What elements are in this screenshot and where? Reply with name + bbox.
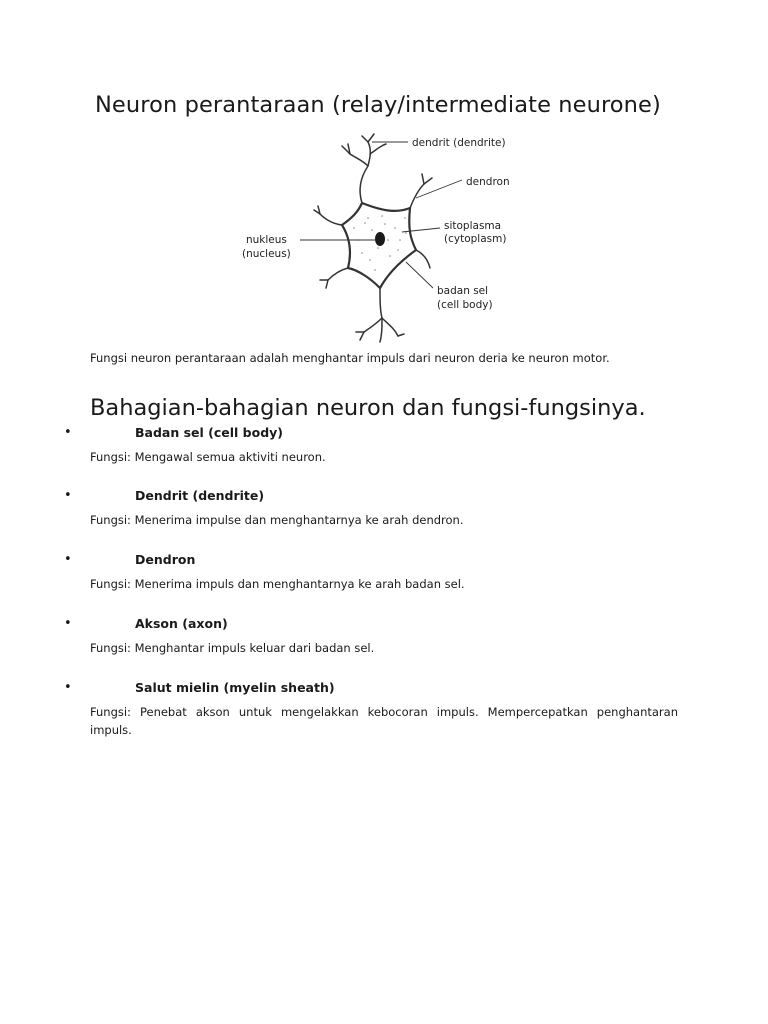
bullet: • — [64, 552, 72, 567]
bullet: • — [64, 680, 72, 695]
part-function: Fungsi: Penebat akson untuk mengelakkan kebocoran impuls. Mempercepatkan penghantaran impuls. — [90, 705, 678, 737]
label-sitoplasma: sitoplasma — [444, 220, 502, 232]
part-name: Badan sel (cell body) — [135, 425, 284, 440]
bullet: • — [64, 616, 72, 631]
part-function: Fungsi: Menerima impulse dan menghantarnya ke arah dendron. — [90, 513, 464, 527]
part-name: Dendron — [135, 552, 196, 567]
part-name: Dendrit (dendrite) — [135, 488, 265, 503]
nucleus — [375, 232, 385, 246]
label-dendrit: dendrit (dendrite) — [412, 137, 506, 149]
label-nukleus: nukleus — [246, 234, 287, 246]
label-nucleus: (nucleus) — [242, 248, 291, 260]
neuron-diagram — [230, 128, 540, 346]
page-title: Neuron perantaraan (relay/intermediate neurone) — [95, 92, 661, 118]
part-name: Akson (axon) — [135, 616, 228, 631]
part-function: Fungsi: Mengawal semua aktiviti neuron. — [90, 450, 326, 464]
label-cytoplasm: (cytoplasm) — [444, 233, 507, 245]
bullet: • — [64, 488, 72, 503]
part-name: Salut mielin (myelin sheath) — [135, 680, 335, 695]
part-function: Fungsi: Menerima impuls dan menghantarnya ke arah badan sel. — [90, 577, 465, 591]
label-cell-body: (cell body) — [437, 299, 493, 311]
bullet: • — [64, 425, 72, 440]
relay-neuron-illustration — [230, 128, 540, 346]
label-badan-sel: badan sel — [437, 285, 489, 297]
label-dendron: dendron — [466, 176, 510, 188]
section-title: Bahagian-bahagian neuron dan fungsi-fungsinya. — [90, 395, 646, 421]
intro-text: Fungsi neuron perantaraan adalah menghantar impuls dari neuron deria ke neuron motor. — [90, 351, 610, 365]
part-function: Fungsi: Menghantar impuls keluar dari badan sel. — [90, 641, 375, 655]
